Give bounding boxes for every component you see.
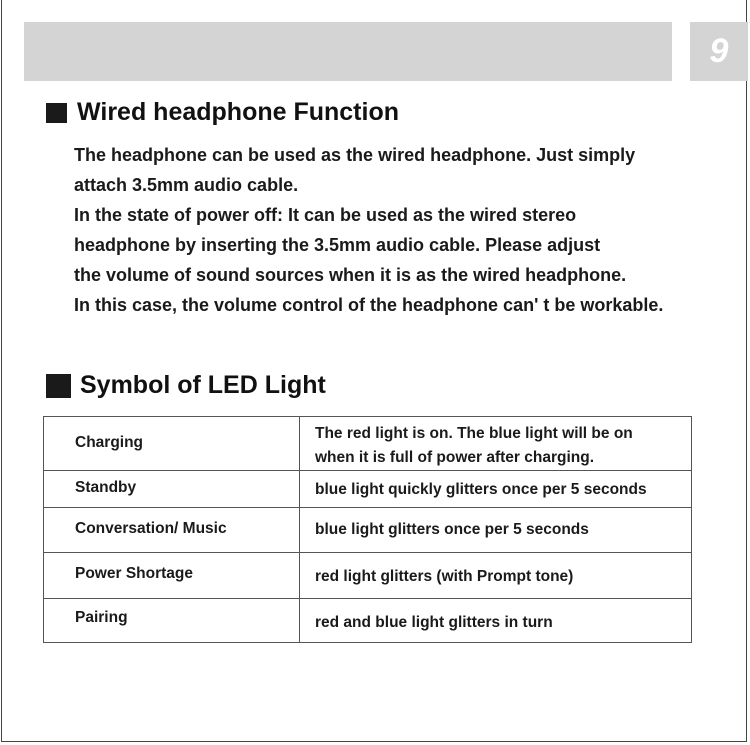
text-line: attach 3.5mm audio cable. [74,175,299,195]
table-row [44,417,692,471]
header-bar [24,22,672,81]
text-line: the volume of sound sources when it is as the wired headphone. [74,265,627,285]
led-symbol-table [43,416,692,643]
table-row [44,599,692,643]
section-title: Symbol of LED Light [80,371,326,399]
mode-cell: Standby [44,471,300,508]
table-row [44,508,692,553]
section-heading-wired [46,98,399,127]
description-line: blue light quickly glitters once per 5 seconds [315,481,647,498]
section-title: Wired headphone Function [77,98,399,126]
mode-cell: Power Shortage [44,553,300,599]
mode-cell: Charging [44,417,300,471]
description-line: blue light glitters once per 5 seconds [315,521,589,538]
description-line: The red light is on. The blue light will be on [315,425,633,442]
square-bullet-icon [46,374,71,398]
description-cell [300,553,692,599]
description-cell [300,417,692,471]
description-cell [300,508,692,553]
mode-cell: Conversation/ Music [44,508,300,553]
description-line: when it is full of power after charging. [315,449,595,466]
text-line: headphone by inserting the 3.5mm audio cable. Please adjust [74,235,601,255]
mode-cell: Pairing [44,599,300,643]
description-cell [300,471,692,508]
square-bullet-icon [46,103,67,123]
page-number: 9 [709,32,729,70]
description-cell [300,599,692,643]
wired-function-text [74,140,744,320]
table-row [44,553,692,599]
description-line: red and blue light glitters in turn [315,614,553,631]
section-heading-led [46,371,326,400]
description-line: red light glitters (with Prompt tone) [315,568,574,585]
text-line: In the state of power off: It can be used as the wired stereo [74,205,577,225]
text-line: The headphone can be used as the wired headphone. Just simply [74,145,636,165]
text-line: In this case, the volume control of the headphone can' t be workable. [74,295,664,315]
page-number-box [690,22,748,81]
table-row [44,471,692,508]
